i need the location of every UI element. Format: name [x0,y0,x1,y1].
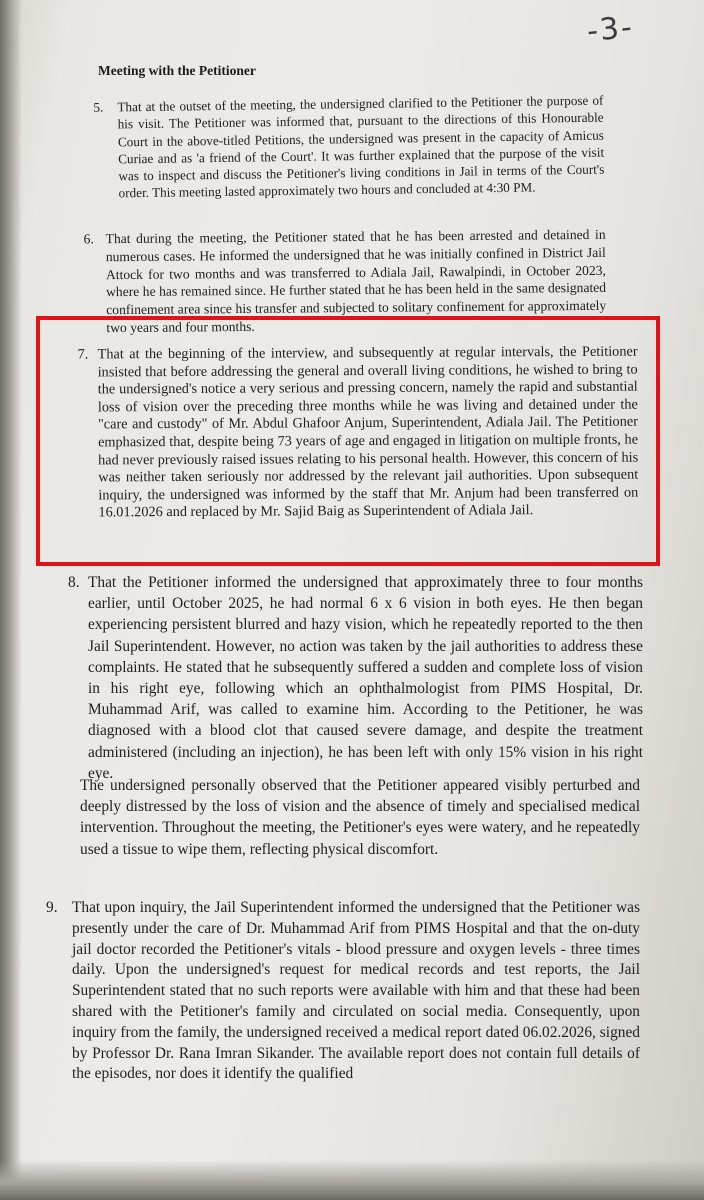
handwritten-page-number: -3- [585,9,636,50]
paragraph-8-observation [80,775,640,860]
paragraph-text: That the Petitioner informed the undersigned that approximately three to four months earlier, until October 2025, he had normal 6 x 6 vision in both eyes. He then began experiencing persistent blurred and hazy vision, which he repeatedly reported to the then Jail Superintendent. However, no action was taken by the jail authorities to address these complaints. He stated that he subsequently suffered a sudden and complete loss of vision in his right eye, following which an ophthalmologist from PIMS Hospital, Dr. Muhammad Arif, was called to examine him. According to the Petitioner, he was diagnosed with a blood clot that caused severe damage, and despite the treatment administered (including an injection), he has been left with only 15% vision in his right eye. [88,574,643,782]
paragraph-text: The undersigned personally observed that the Petitioner appeared visibly perturbed and deeply distressed by the loss of vision and the absence of timely and specialised medical intervention. Throughout the meeting, the Petitioner's eyes were watery, and he repeatedly used a tissue to wipe them, reflecting physical discomfort. [80,777,640,858]
paragraph-number: 7. [77,346,89,363]
paragraph-number: 5. [93,99,104,115]
paragraph-text: That at the beginning of the interview, and subsequently at regular intervals, the Petitioner insisted that before addressing the general and overall living conditions, he wished to bring to the undersigned's notice a very serious and pressing concern, namely the rapid and substantial loss of vision over the preceding three months while he was living and detained under the "care and custody" of Mr. Abdul Ghafoor Anjum, Superintendent, Adiala Jail. The Petitioner emphasized that, despite being 73 years of age and engaged in litigation on multiple fronts, he had never previously raised issues relating to his personal health. However, this concern of his was neither taken seriously nor addressed by the relevant jail authorities. Upon subsequent inquiry, the undersigned was informed by the staff that Mr. Anjum had been transferred on 16.01.2026 and replaced by Mr. Sajid Baig as Superintendent of Adiala Jail. [97,343,639,521]
paragraph-9 [46,898,640,1085]
highlight-box [36,316,660,566]
paragraph-text: That during the meeting, the Petitioner stated that he has been arrested and detained in numerous cases. He informed the undersigned that he was initially confined in District Jail Attock for two months and was transferred to Adiala Jail, Rawalpindi, in October 2023, where he has remained since. He further stated that he has been held in the same designated confinement area since his transfer and subjected to solitary confinement for approximately two years and four months. [105,226,607,336]
paragraph-5 [93,92,605,203]
paragraph-8 [68,572,643,784]
section-heading: Meeting with the Petitioner [98,63,256,78]
paragraph-number: 8. [68,574,80,591]
paragraph-number: 9. [46,899,58,916]
paragraph-text: That upon inquiry, the Jail Superintendent informed the undersigned that the Petitioner was presently under the care of Dr. Muhammad Arif from PIMS Hospital and that the on-duty jail doctor recorded the Petitioner's vitals - blood pressure and oxygen levels - three times daily. Upon the undersigned's request for medical records and test reports, the Jail Superintendent stated that no such reports were available with him and that these had been shared with the Petitioner's family and circulated on social media. Consequently, upon inquiry from the family, the undersigned received a medical report dated 06.02.2026, signed by Professor Dr. Rana Imran Sikander. The available report does not contain full details of the episodes, nor does it identify the qualified [72,899,640,1083]
paragraph-text: That at the outset of the meeting, the undersigned clarified to the Petitioner the purpose of his visit. The Petitioner was informed that, pursuant to the directions of this Honourable Court in the above-titled Petitions, the undersigned was present in the capacity of Amicus Curiae and as 'a friend of the Court'. It was further explained that the purpose of the visit was to inspect and discuss the Petitioner's living conditions in Jail in terms of the Court's order. This meeting lasted approximately two hours and concluded at 4:30 PM. [117,92,605,201]
paragraph-number: 6. [83,231,94,247]
